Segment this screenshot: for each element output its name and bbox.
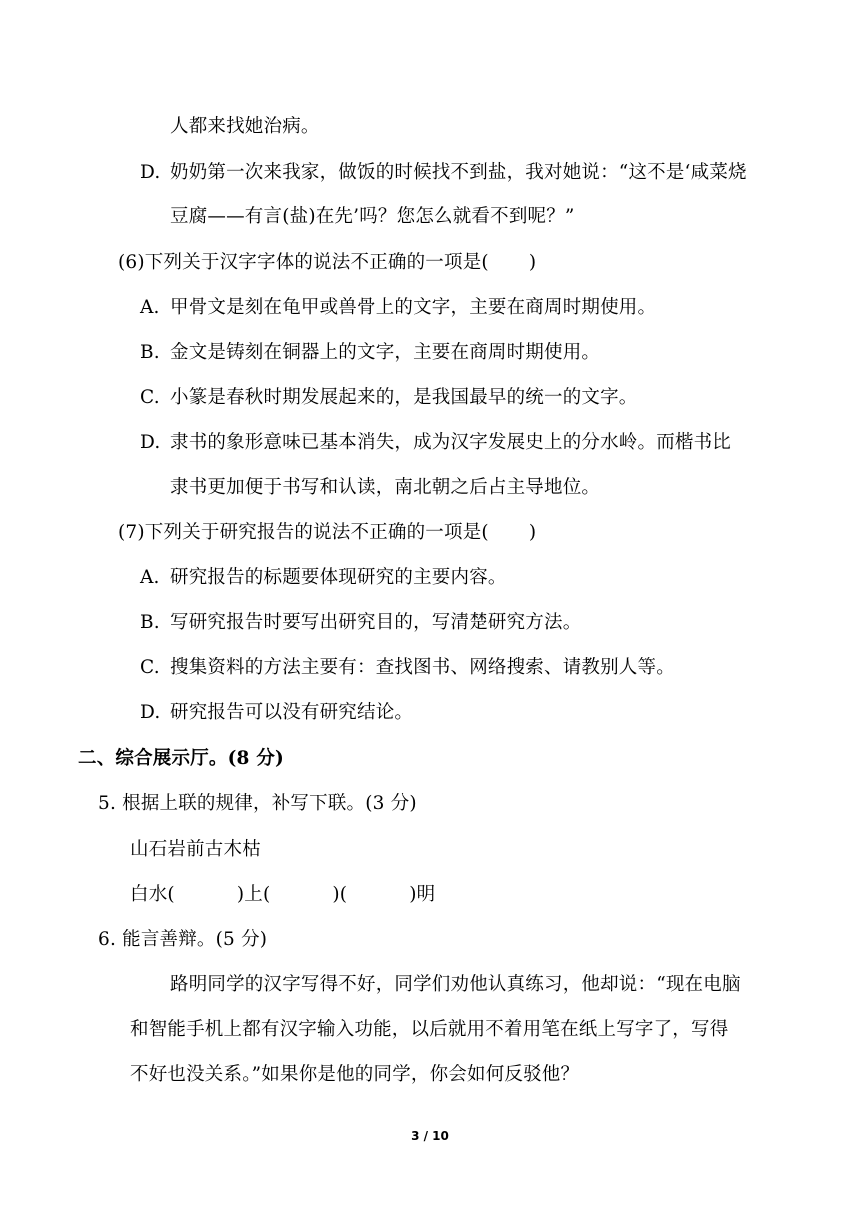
option-letter: A. (140, 567, 160, 588)
option-letter: A. (140, 297, 160, 318)
option-d-q7 (140, 700, 413, 726)
option-b-q7 (140, 610, 581, 636)
question-stem-text: (7)下列关于研究报告的说法不正确的一项是( (118, 522, 489, 543)
option-letter: C. (140, 387, 160, 408)
option-letter: B. (140, 342, 160, 363)
question-5-stem: 5. 根据上联的规律，补写下联。(3 分) (98, 793, 417, 814)
paren-close: ) (528, 252, 537, 273)
option-d-q5 (140, 160, 747, 186)
option-d-q6-continuation: 隶书更加便于书写和认读，南北朝之后占主导地位。 (170, 477, 601, 498)
option-a-q7 (140, 565, 507, 591)
option-letter: B. (140, 612, 160, 633)
couplet-text: )明 (409, 884, 436, 905)
section-title: 二、综合展示厅。(8 分) (78, 748, 284, 769)
option-a-q6 (140, 295, 656, 321)
option-text: 金文是铸刻在铜器上的文字，主要在商周时期使用。 (170, 342, 601, 363)
paren-close: ) (528, 522, 537, 543)
prompt-line: 和智能手机上都有汉字输入功能，以后就用不着用笔在纸上写字了，写得 (130, 1019, 729, 1040)
option-text: 搜集资料的方法主要有：查找图书、网络搜索、请教别人等。 (170, 657, 675, 678)
option-text: 小篆是春秋时期发展起来的，是我国最早的统一的文字。 (170, 387, 638, 408)
option-text: 写研究报告时要写出研究目的，写清楚研究方法。 (170, 612, 582, 633)
option-text: 甲骨文是刻在龟甲或兽骨上的文字，主要在商周时期使用。 (170, 297, 657, 318)
question-7-stem (118, 520, 536, 546)
couplet-upper: 山石岩前古木枯 (130, 839, 261, 860)
question-stem-text: (6)下列关于汉字字体的说法不正确的一项是( (118, 252, 489, 273)
option-letter: D. (140, 432, 161, 453)
couplet-text: )( (332, 884, 348, 905)
prompt-line: 路明同学的汉字写得不好，同学们劝他认真练习，他却说：“现在电脑 (170, 974, 741, 995)
question-6-stem (118, 250, 536, 276)
option-letter: D. (140, 162, 161, 183)
option-c-continuation: 人都来找她治病。 (170, 116, 320, 137)
option-text: 研究报告的标题要体现研究的主要内容。 (170, 567, 507, 588)
option-d-q6 (140, 430, 731, 456)
question-6-main-stem: 6. 能言善辩。(5 分) (98, 929, 268, 950)
couplet-text: 白水( (130, 884, 175, 905)
option-text: 隶书的象形意味已基本消失，成为汉字发展史上的分水岭。而楷书比 (170, 432, 732, 453)
page-number: 3 / 10 (411, 1129, 449, 1143)
couplet-text: )上( (236, 884, 271, 905)
option-d-q5-continuation: 豆腐——有言(盐)在先’吗？您怎么就看不到呢？” (170, 206, 575, 227)
option-letter: C. (140, 657, 160, 678)
option-c-q6 (140, 385, 638, 411)
option-b-q6 (140, 340, 600, 366)
prompt-line: 不好也没关系。”如果你是他的同学，你会如何反驳他？ (130, 1064, 580, 1085)
option-c-q7 (140, 655, 675, 681)
couplet-lower (130, 882, 435, 908)
option-text: 奶奶第一次来我家，做饭的时候找不到盐，我对她说：“这不是‘咸菜烧 (170, 162, 747, 183)
option-text: 研究报告可以没有研究结论。 (170, 702, 414, 723)
option-letter: D. (140, 702, 161, 723)
